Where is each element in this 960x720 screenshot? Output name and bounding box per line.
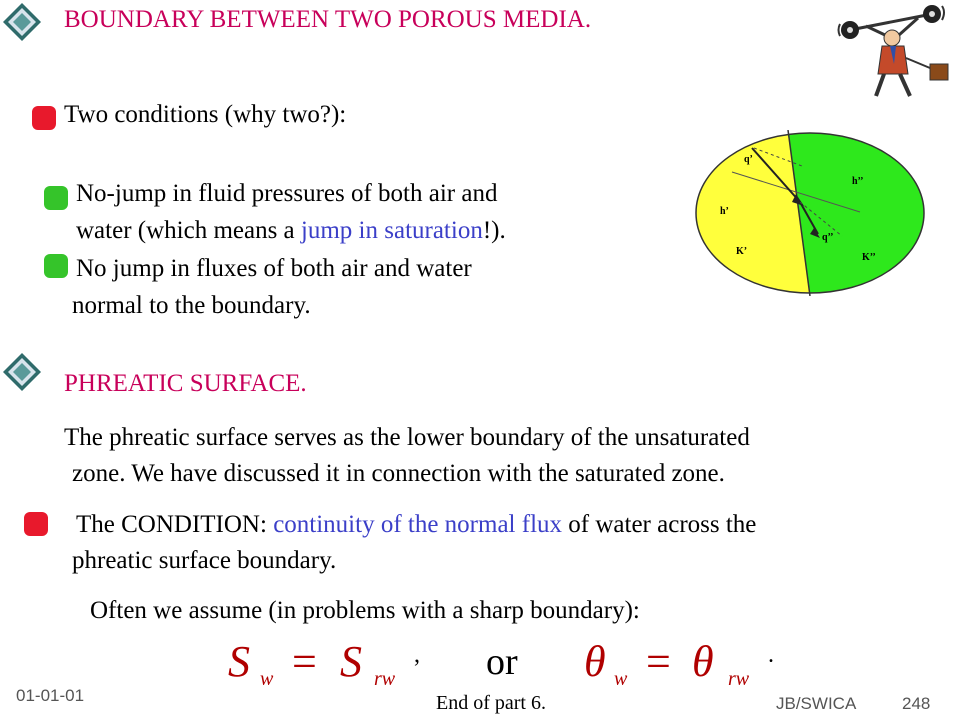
eq-equals1: = [292,637,317,686]
bullet-red [32,106,56,130]
weightlifter-clipart-icon [836,2,954,100]
section-heading-boundary: BOUNDARY BETWEEN TWO POROUS MEDIA. [64,6,592,33]
condition-1-line-1: No-jump in fluid pressures of both air and [76,180,498,207]
label-q2: q’’ [822,232,834,243]
eq-or: or [486,641,518,683]
eq-sub-rw2: rw [728,668,750,690]
label-q1: q’ [744,154,753,165]
label-k2: K’’ [862,252,876,263]
condition-line-1-a: The CONDITION: [76,511,274,538]
diamond-bullet-icon [2,352,42,392]
condition-2-line-1: No jump in fluxes of both air and water [76,255,472,282]
condition-1-line-2 [76,212,506,249]
bullet-green [44,254,68,278]
condition-line-1 [76,506,756,543]
condition-2-line-2: normal to the boundary. [72,292,311,319]
bullet-red [24,512,48,536]
footer-credit: JB/SWICA [776,694,857,713]
eq-theta2: θ [692,637,714,686]
intro-text: Two conditions (why two?): [64,101,347,128]
condition-line-2: phreatic surface boundary. [72,547,337,574]
eq-sub-rw1: rw [374,668,396,690]
normal-flux-highlight: continuity of the normal flux [273,511,563,538]
diamond-bullet-icon [2,2,42,42]
eq-equals2: = [646,637,671,686]
eq-comma: , [414,642,420,668]
bullet-green [44,186,68,210]
footer-date: 01-01-01 [16,686,85,705]
eq-period: . [768,642,774,668]
label-k1: K’ [736,246,748,257]
eq-S1: S [228,637,250,686]
page-number: 248 [902,694,931,713]
end-of-part-text: End of part 6. [436,692,546,714]
section-heading-phreatic: PHREATIC SURFACE. [64,370,307,397]
assumption-text: Often we assume (in problems with a sharp boundary): [90,597,640,624]
eq-theta1: θ [584,637,606,686]
label-h1: h’ [720,206,729,217]
porous-media-boundary-figure [692,130,928,296]
condition-1-line-2-a: water (which means a [76,217,301,244]
equation [228,636,788,700]
medium-2-region [788,130,928,296]
phreatic-paragraph-line-2: zone. We have discussed it in connection with the saturated zone. [72,460,725,487]
condition-line-1-b: of water across the [562,511,757,538]
label-h2: h’’ [852,176,864,187]
eq-sub-w2: w [614,668,628,690]
eq-sub-w1: w [260,668,274,690]
condition-1-line-2-b: !). [482,217,506,244]
eq-S2: S [340,637,362,686]
jump-in-saturation-highlight: jump in saturation [300,217,483,244]
phreatic-paragraph-line-1: The phreatic surface serves as the lower boundary of the unsaturated [64,424,750,451]
